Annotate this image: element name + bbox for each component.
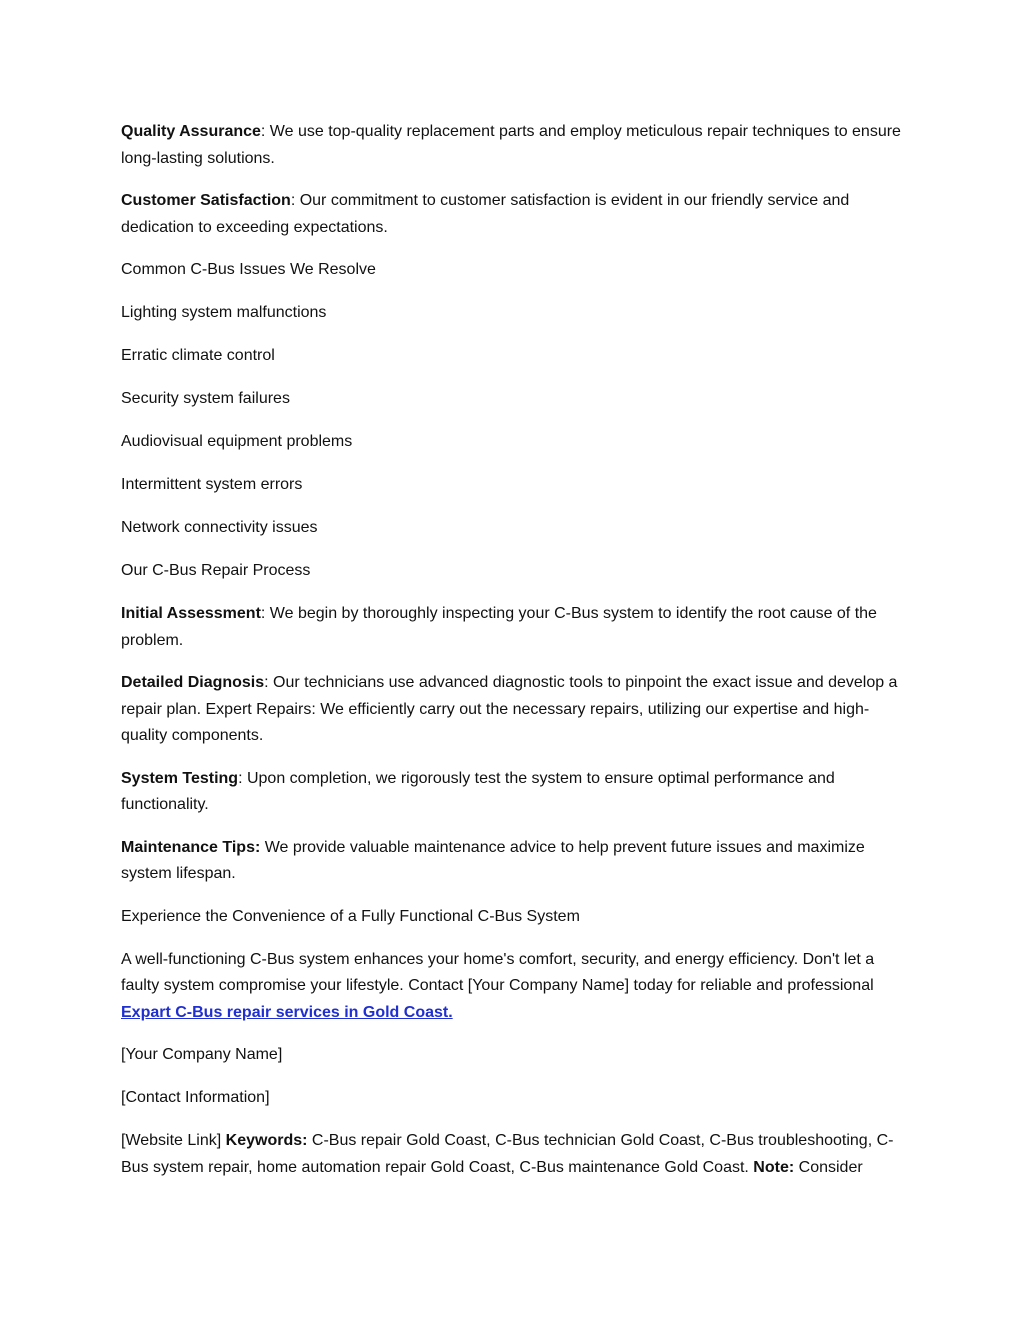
keywords-label: Keywords:	[225, 1132, 308, 1149]
process-heading: Our C-Bus Repair Process	[121, 562, 311, 579]
issue-item: Lighting system malfunctions	[121, 304, 327, 321]
quality-assurance-label: Quality Assurance	[121, 123, 261, 140]
initial-assessment-label: Initial Assessment	[121, 605, 261, 622]
contact-information: [Contact Information]	[121, 1089, 270, 1106]
experience-heading: Experience the Convenience of a Fully Functional C-Bus System	[121, 907, 580, 925]
closing-paragraph	[121, 947, 911, 1027]
detailed-diagnosis-label: Detailed Diagnosis	[121, 674, 265, 691]
issue-item: Network connectivity issues	[121, 519, 318, 536]
maintenance-tips-text: We provide valuable maintenance advice to help prevent future issues and maximize system lifespan.	[121, 838, 865, 882]
keywords-paragraph	[121, 1128, 911, 1181]
initial-assessment-paragraph	[121, 601, 911, 654]
customer-satisfaction-paragraph	[121, 188, 911, 241]
issue-item: Erratic climate control	[121, 347, 275, 364]
system-testing-label: System Testing	[121, 769, 239, 787]
issues-heading: Common C-Bus Issues We Resolve	[121, 261, 376, 278]
website-link-placeholder: [Website Link]	[121, 1132, 226, 1149]
detailed-diagnosis-text: : Our technicians use advanced diagnostic tools to pinpoint the exact issue and develop a repair plan. Expert Repairs: We efficiently carry out the necessary repairs, utilizing our expertise and high-quality components.	[121, 674, 898, 744]
note-text: Consider	[794, 1158, 863, 1176]
customer-satisfaction-label: Customer Satisfaction	[121, 192, 291, 209]
maintenance-tips-paragraph	[121, 835, 911, 888]
initial-assessment-text: : We begin by thoroughly inspecting your C-Bus system to identify the root cause of the problem.	[121, 605, 877, 649]
closing-text: A well-functioning C-Bus system enhances your home's comfort, security, and energy efficiency. Don't let a faulty system compromise your lifestyle. Contact [Your Company Name] today for reliable and professional	[121, 950, 875, 994]
system-testing-paragraph	[121, 766, 911, 819]
quality-assurance-paragraph	[121, 119, 911, 172]
note-label: Note:	[753, 1158, 795, 1176]
repair-services-link[interactable]: Expart C-Bus repair services in Gold Coast.	[121, 1003, 453, 1021]
maintenance-tips-label: Maintenance Tips:	[121, 838, 261, 856]
issue-item: Audiovisual equipment problems	[121, 433, 353, 450]
keywords-text: C-Bus repair Gold Coast, C-Bus technician Gold Coast, C-Bus troubleshooting, C-Bus system repair, home automation repair Gold Coast, C-Bus maintenance Gold Coast.	[121, 1132, 894, 1176]
company-name: [Your Company Name]	[121, 1046, 283, 1063]
detailed-diagnosis-paragraph	[121, 670, 911, 750]
issue-item: Security system failures	[121, 390, 290, 407]
quality-assurance-text: : We use top-quality replacement parts and employ meticulous repair techniques to ensure long-lasting solutions.	[121, 123, 901, 167]
issue-item: Intermittent system errors	[121, 476, 303, 493]
system-testing-text: : Upon completion, we rigorously test the system to ensure optimal performance and functionality.	[121, 769, 835, 813]
customer-satisfaction-text: : Our commitment to customer satisfaction is evident in our friendly service and dedication to exceeding expectations.	[121, 192, 850, 236]
document-page	[121, 119, 911, 1197]
